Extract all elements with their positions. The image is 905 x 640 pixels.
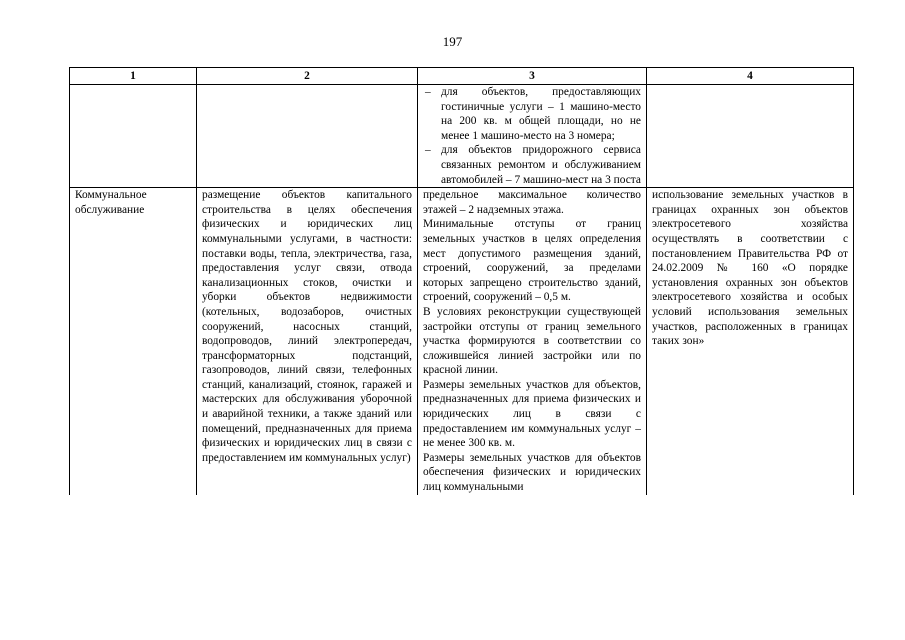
cell-use-description: размещение объектов капитального строительства в целях обеспечения физических и юридических лиц коммунальными услугами, в частности: поставки воды, тепла, электричества, газа, предоставления услуг связи, отвода канализационных стоков, очистки и уборки объектов недвижимости (котельных, водозаборов, очистных сооружений, насосных станций, водопроводов, линий электропередач, трансформаторных подстанций, газопроводов, линий связи, телефонных станций, канализаций, стоянок, гаражей и мастерских для обслуживания уборочной и аварийной техники, а также зданий или помещений, предназначенных для приема физических и юридических лиц в связи с предоставлением им коммунальных услуг)	[197, 188, 418, 495]
cell-parameters	[418, 85, 647, 188]
column-header-3: 3	[418, 68, 647, 85]
parameter-paragraph: предельное максимальное количество этажей – 2 надземных этажа.	[423, 189, 641, 216]
cell-use-description	[197, 85, 418, 188]
regulations-table	[69, 67, 854, 495]
cell-restrictions: использование земельных участков в границах охранных зон объектов электросетевого хозяйства осуществлять в соответствии с постановлением Правительства РФ от 24.02.2009 № 160 «О порядке установления охранных зон объектов электросетевого хозяйства и особых условий использования земельных участков, расположенных в границах таких зон»	[647, 188, 854, 495]
parameter-paragraph: Размеры земельных участков для объектов обеспечения физических и юридических лиц коммунальными	[423, 451, 641, 494]
page-number: 197	[442, 34, 463, 49]
list-item: – для объектов, предоставляющих гостиничные услуги – 1 машино-место на 200 кв. м общей площади, но не менее 1 машино-место на 3 номера;	[441, 85, 641, 143]
table-row-utility-services	[70, 188, 854, 495]
table-header-row	[70, 68, 854, 85]
column-header-2: 2	[197, 68, 418, 85]
list-item: – для объектов придорожного сервиса связанных ремонтом и обслуживанием автомобилей – 7 машино-мест на 3 поста	[441, 143, 641, 187]
parameter-paragraph: В условиях реконструкции существующей застройки отступы от границ земельного участка формируются в соответствии со сложившейся линией застройки или по красной линии.	[423, 305, 641, 377]
parameter-paragraph: Размеры земельных участков для объектов, предназначенных для приема физических и юридических лиц в связи с предоставлением им коммунальных услуг – не менее 300 кв. м.	[423, 378, 641, 450]
cell-parameters	[418, 188, 647, 495]
parameter-paragraph: Минимальные отступы от границ земельных участков в целях определения мест допустимого размещения зданий, строений, сооружений, за пределами которых запрещено строительство зданий, строений, сооружений – 0,5 м.	[423, 218, 641, 304]
cell-use-type: Коммунальное обслуживание	[70, 188, 197, 495]
cell-restrictions	[647, 85, 854, 188]
parking-requirements-list	[423, 85, 641, 187]
column-header-1: 1	[70, 68, 197, 85]
cell-use-type	[70, 85, 197, 188]
column-header-4: 4	[647, 68, 854, 85]
table-row-continuation	[70, 85, 854, 188]
